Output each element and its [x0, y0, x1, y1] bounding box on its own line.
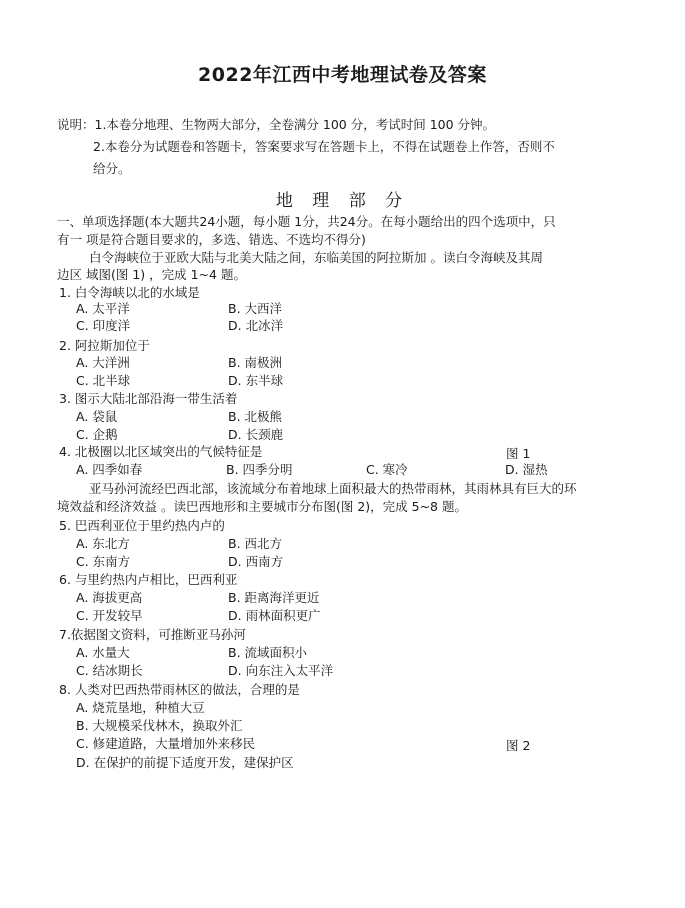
- question-1-option-a: A. 太平洋: [76, 301, 130, 316]
- passage2-line-2: 境效益和经济效益 。读巴西地形和主要城市分布图(图 2)，完成 5~8 题。: [57, 499, 467, 514]
- question-4-option-d: D. 湿热: [505, 462, 548, 477]
- question-7-option-b: B. 流域面积小: [228, 645, 308, 660]
- passage1-line-2: 边区 域图(图 1) ，完成 1~4 题。: [57, 267, 246, 282]
- figure-2-label: 图 2: [506, 738, 531, 753]
- question-8-option-d: D. 在保护的前提下适度开发，建保护区: [76, 755, 294, 770]
- question-5-option-c: C. 东南方: [76, 554, 131, 569]
- question-6-stem: 6. 与里约热内卢相比，巴西利亚: [59, 572, 238, 587]
- question-2-stem: 2. 阿拉斯加位于: [59, 338, 150, 353]
- question-1-option-b: B. 大西洋: [228, 301, 283, 316]
- question-3-stem: 3. 图示大陆北部沿海一带生活着: [59, 391, 238, 406]
- question-1-option-d: D. 北冰洋: [228, 318, 284, 333]
- question-4-option-a: A. 四季如春: [76, 462, 143, 477]
- question-1-option-c: C. 印度洋: [76, 318, 131, 333]
- question-7-stem: 7.依据图文资料，可推断亚马孙河: [59, 627, 246, 642]
- question-8-option-b: B. 大规模采伐林木，换取外汇: [76, 718, 243, 733]
- passage2-line-1: 亚马孙河流经巴西北部，该流域分布着地球上面积最大的热带雨林，其雨林具有巨大的环: [89, 481, 577, 496]
- question-6-option-d: D. 雨林面积更广: [228, 608, 321, 623]
- question-8-option-c: C. 修建道路，大量增加外来移民: [76, 736, 256, 751]
- question-3-option-a: A. 袋鼠: [76, 409, 118, 424]
- section-title: 地 理 部 分: [275, 191, 410, 211]
- question-3-option-b: B. 北极熊: [228, 409, 283, 424]
- passage1-line-1: 白令海峡位于亚欧大陆与北美大陆之间，东临美国的阿拉斯加 。读白令海峡及其周: [89, 250, 543, 265]
- page-title: 2022年江西中考地理试卷及答案: [198, 64, 487, 86]
- question-4-stem: 4. 北极圈以北区域突出的气候特征是: [59, 444, 263, 459]
- question-5-option-b: B. 西北方: [228, 536, 283, 551]
- question-7-option-a: A. 水量大: [76, 645, 130, 660]
- part1-heading-line-2: 有一 项是符合题目要求的，多选、错选、不选均不得分): [57, 232, 366, 247]
- instruction-line-1: 说明：1.本卷分地理、生物两大部分，全卷满分 100 分，考试时间 100 分钟。: [57, 117, 496, 132]
- question-5-option-a: A. 东北方: [76, 536, 130, 551]
- question-2-option-d: D. 东半球: [228, 373, 284, 388]
- part1-heading-line-1: 一、单项选择题(本大题共24小题，每小题 1分，共24分。在每小题给出的四个选项中，只: [57, 214, 556, 229]
- question-2-option-b: B. 南极洲: [228, 355, 283, 370]
- question-5-stem: 5. 巴西利亚位于里约热内卢的: [59, 518, 225, 533]
- question-6-option-c: C. 开发较早: [76, 608, 143, 623]
- question-8-option-a: A. 烧荒垦地，种植大豆: [76, 700, 205, 715]
- instruction-line-2: 2.本卷分为试题卷和答题卡，答案要求写在答题卡上，不得在试题卷上作答，否则不: [93, 139, 555, 154]
- question-2-option-c: C. 北半球: [76, 373, 131, 388]
- question-1-stem: 1. 白令海峡以北的水域是: [59, 285, 200, 300]
- question-2-option-a: A. 大洋洲: [76, 355, 130, 370]
- question-4-option-b: B. 四季分明: [226, 462, 293, 477]
- question-3-option-c: C. 企鹅: [76, 427, 118, 442]
- question-7-option-c: C. 结冰期长: [76, 663, 143, 678]
- question-8-stem: 8. 人类对巴西热带雨林区的做法，合理的是: [59, 682, 300, 697]
- question-6-option-b: B. 距离海洋更近: [228, 590, 320, 605]
- question-5-option-d: D. 西南方: [228, 554, 284, 569]
- instruction-line-3: 给分。: [93, 161, 131, 176]
- question-7-option-d: D. 向东注入太平洋: [228, 663, 334, 678]
- question-6-option-a: A. 海拔更高: [76, 590, 143, 605]
- question-3-option-d: D. 长颈鹿: [228, 427, 284, 442]
- question-4-option-c: C. 寒冷: [366, 462, 408, 477]
- figure-1-label: 图 1: [506, 446, 531, 461]
